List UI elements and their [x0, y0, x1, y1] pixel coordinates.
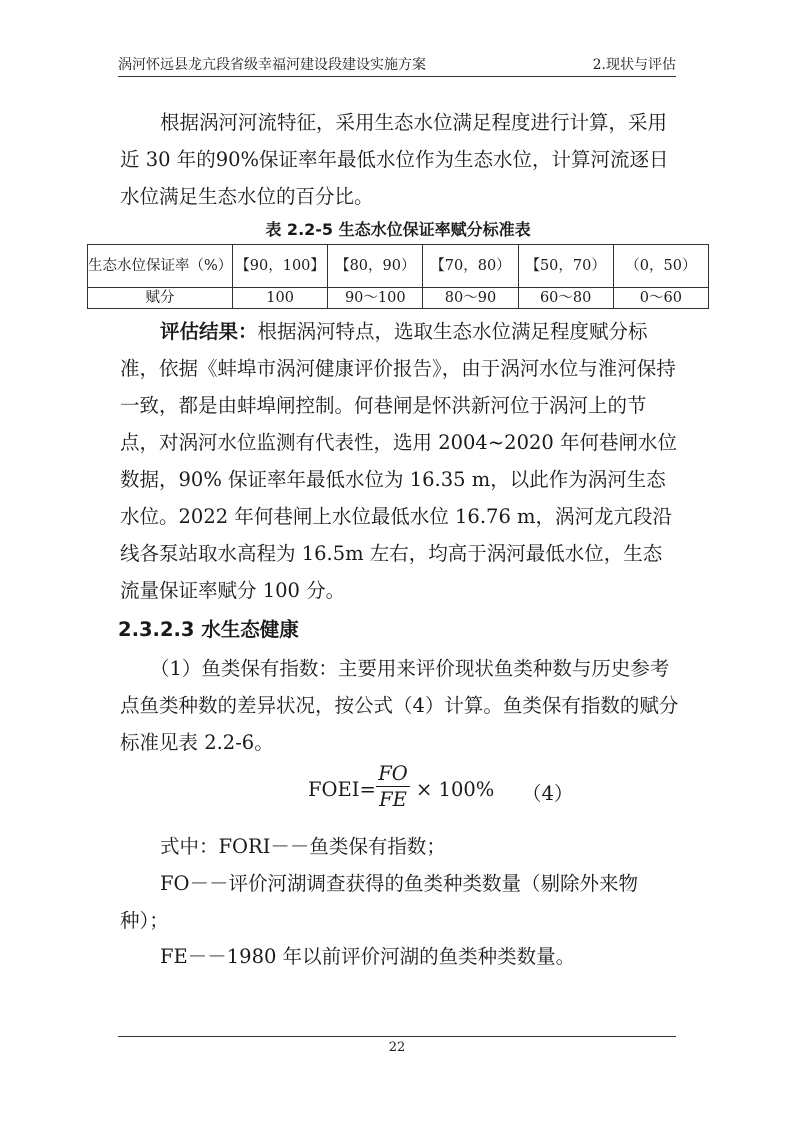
fish-index-paragraph: （1）鱼类保有指数：主要用来评价现状鱼类种数与历史参考点鱼类种数的差异状况，按公式（4）计算。鱼类保有指数的赋分标准见表 2.2-6。 [120, 657, 679, 754]
row-header: 赋分 [88, 288, 233, 309]
definition-fe: FE－－1980 年以前评价河湖的鱼类种类数量。 [160, 945, 576, 968]
table-caption: 表 2.2-5 生态水位保证率赋分标准表 [265, 220, 531, 239]
row-header: 生态水位保证率（%） [88, 245, 233, 288]
page-header [118, 54, 676, 77]
table-cell: 【80，90） [328, 245, 423, 288]
table-cell: 【50，70） [518, 245, 613, 288]
formula-lhs: FOEI= [308, 778, 376, 801]
table-row [88, 288, 709, 309]
table-cell: 100 [233, 288, 328, 309]
formula-number: （4） [522, 782, 574, 805]
table-cell: （0，50） [613, 245, 708, 288]
formula-denominator: FE [379, 788, 407, 811]
table-cell: 80～90 [423, 288, 518, 309]
result-label: 评估结果： [160, 320, 258, 343]
table-cell: 60～80 [518, 288, 613, 309]
page-number: 22 [388, 1040, 406, 1055]
formula-fraction [376, 762, 410, 813]
header-title: 涡河怀远县龙亢段省级幸福河建设段建设实施方案 [118, 57, 426, 73]
table-cell: 【90，100】 [233, 245, 328, 288]
definition-fori: 式中：FORI－－鱼类保有指数； [160, 835, 446, 858]
footer-rule [118, 1036, 676, 1037]
table-row [88, 245, 709, 288]
table-cell: 【70，80） [423, 245, 518, 288]
result-paragraph [120, 313, 680, 609]
table-cell: 90～100 [328, 288, 423, 309]
formula-rhs: × 100% [416, 778, 495, 801]
table-cell: 0～60 [613, 288, 708, 309]
score-table [87, 244, 709, 309]
intro-paragraph: 根据涡河河流特征，采用生态水位满足程度进行计算，采用近 30 年的90%保证率年最低水位作为生态水位，计算河流逐日水位满足生态水位的百分比。 [120, 111, 669, 208]
section-heading: 2.3.2.3 水生态健康 [118, 618, 299, 641]
result-text: 根据涡河特点，选取生态水位满足程度赋分标准，依据《蚌埠市涡河健康评价报告》，由于涡河水位与淮河保持一致，都是由蚌埠闸控制。何巷闸是怀洪新河位于涡河上的节点，对涡河水位监测有代表性，选用 2004~2020 年何巷闸水位数据，90% 保证率年最低水位为 16.35 m，以此作为涡河生态水位。2022 年何巷闸上水位最低水位 16.76 m，涡河龙亢段沿线各泵站取水高程为 16.5m 左右，均高于涡河最低水位，生态流量保证率赋分 100 分。 [120, 320, 677, 602]
header-chapter: 2.现状与评估 [592, 57, 676, 73]
formula-numerator: FO [378, 762, 408, 785]
definition-fo: FO－－评价河湖调查获得的鱼类种类数量（剔除外来物种）； [120, 872, 639, 932]
